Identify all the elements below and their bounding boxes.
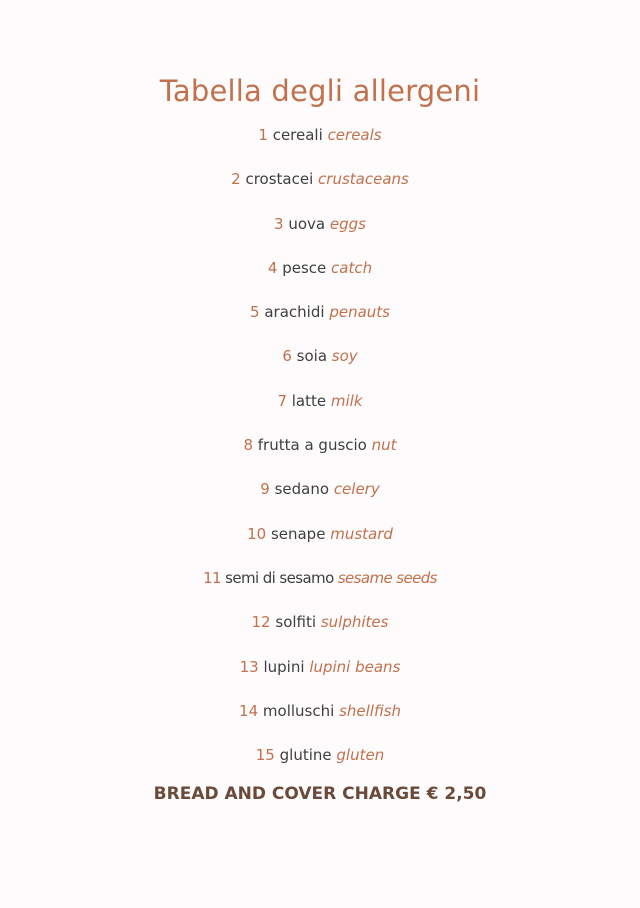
allergen-number: 1: [258, 126, 268, 144]
allergen-italian: lupini: [263, 657, 305, 676]
allergen-english: milk: [330, 391, 363, 410]
allergen-english: cereals: [327, 126, 382, 144]
allergen-italian: pesce: [282, 258, 327, 277]
allergen-item: [0, 656, 640, 700]
allergen-item: [0, 478, 640, 522]
allergen-italian: semi di sesamo: [225, 568, 334, 587]
allergen-number: 4: [267, 258, 278, 277]
allergen-number: 9: [260, 480, 270, 499]
allergen-italian: glutine: [279, 746, 332, 765]
allergen-english: celery: [333, 480, 380, 499]
allergen-number: 5: [250, 303, 260, 322]
allergen-english: eggs: [329, 214, 366, 233]
allergen-number: 14: [239, 701, 259, 720]
allergen-item: [0, 611, 640, 655]
allergen-english: shellfish: [339, 701, 401, 720]
allergen-english: gluten: [336, 746, 385, 765]
allergen-number: 10: [247, 524, 267, 543]
allergen-item: [0, 257, 640, 301]
allergen-italian: latte: [291, 391, 327, 410]
allergen-english: catch: [331, 258, 373, 277]
allergen-number: 2: [231, 170, 241, 189]
allergen-italian: cereali: [272, 126, 323, 144]
allergen-english: sesame seeds: [337, 568, 437, 587]
allergen-english: penauts: [329, 303, 390, 322]
allergen-item: [0, 567, 640, 611]
cover-charge-note: BREAD AND COVER CHARGE € 2,50: [153, 784, 487, 804]
allergen-item: [0, 434, 640, 478]
allergen-italian: uova: [288, 214, 326, 233]
allergen-italian: solfiti: [275, 613, 317, 632]
allergen-item: [0, 345, 640, 389]
allergen-number: 11: [203, 568, 221, 587]
page-title: Tabella degli allergeni: [159, 74, 481, 108]
allergen-number: 13: [239, 657, 259, 676]
allergen-english: lupini beans: [309, 657, 401, 676]
allergen-italian: frutta a guscio: [257, 436, 367, 455]
allergen-number: 7: [277, 391, 287, 410]
allergen-italian: sedano: [274, 480, 330, 499]
allergen-english: mustard: [330, 524, 393, 543]
allergen-number: 3: [274, 214, 284, 233]
allergen-number: 6: [282, 347, 292, 366]
allergen-item: [0, 124, 640, 168]
allergen-italian: soia: [296, 347, 328, 366]
allergen-item: [0, 700, 640, 744]
allergen-english: nut: [371, 436, 397, 455]
allergen-item: [0, 168, 640, 212]
allergen-italian: arachidi: [264, 303, 325, 322]
allergen-number: 8: [243, 436, 253, 455]
allergen-italian: molluschi: [262, 701, 335, 720]
allergen-item: [0, 523, 640, 567]
allergen-english: sulphites: [320, 613, 389, 632]
allergen-english: crustaceans: [318, 170, 409, 189]
allergen-item: [0, 301, 640, 345]
allergen-english: soy: [331, 347, 358, 366]
allergen-number: 15: [255, 746, 275, 765]
allergen-list: [0, 124, 640, 788]
allergen-italian: senape: [270, 524, 326, 543]
allergen-item: [0, 213, 640, 257]
allergen-italian: crostacei: [245, 170, 314, 189]
allergen-item: [0, 744, 640, 788]
allergen-number: 12: [251, 613, 271, 632]
allergen-item: [0, 390, 640, 434]
